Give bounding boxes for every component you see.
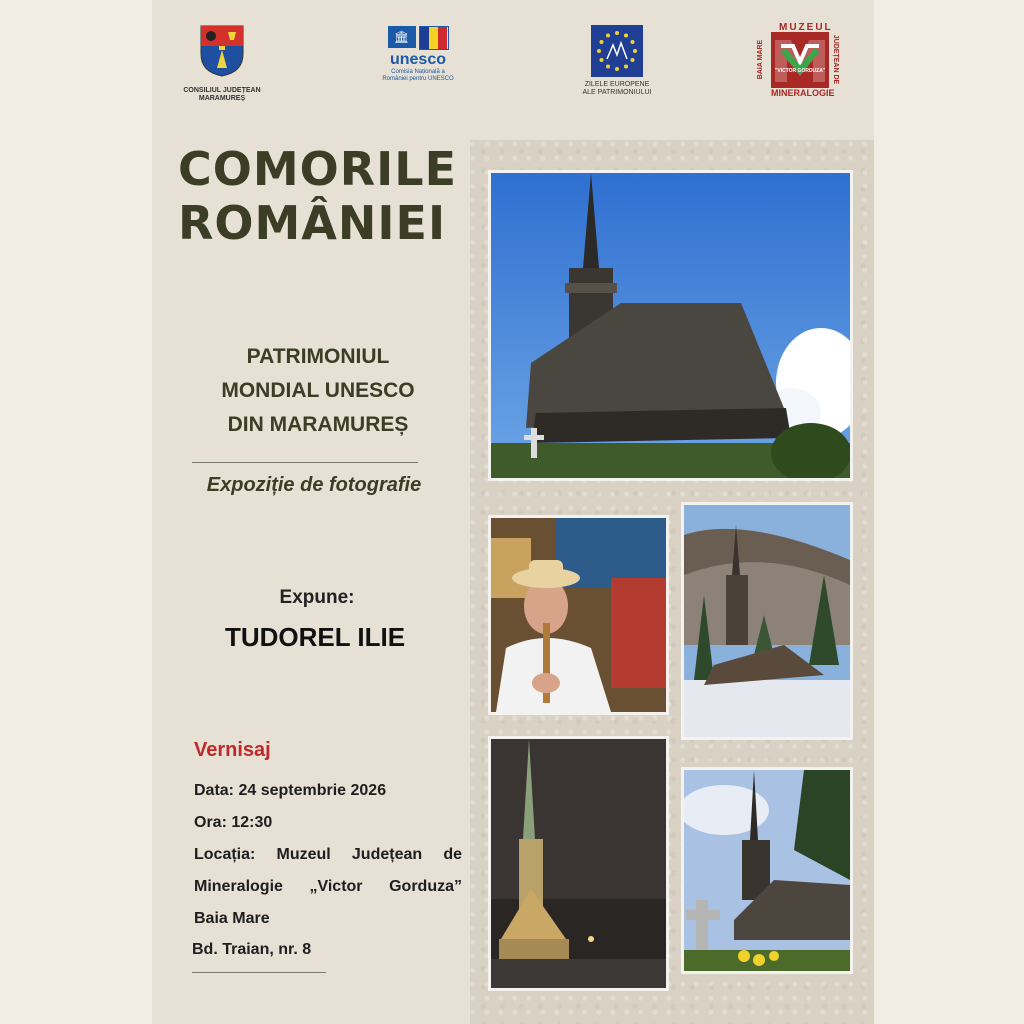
exhibitor-label: Expune: [279, 587, 355, 608]
title-line-1: COMORILE [178, 142, 458, 196]
museum-right-text: JUDEȚEAN DE [832, 34, 840, 85]
eu-caption-1: ZILELE EUROPENE [584, 81, 650, 88]
vernisaj-time: Ora: 12:30 [194, 814, 273, 831]
poster-title [178, 142, 457, 250]
poster-subtitle [180, 340, 456, 442]
photo-wooden-church-large [488, 170, 853, 481]
romania-flag-icon [419, 26, 449, 50]
eu-caption-2: ALE PATRIMONIULUI [582, 89, 652, 96]
subtitle-line-3: DIN MARAMUREȘ [227, 413, 409, 436]
county-council-logo [182, 24, 262, 103]
photo-musician-portrait [488, 515, 669, 715]
vernisaj-address: Bd. Traian, nr. 8 [192, 941, 312, 958]
photo-church-cross [681, 767, 853, 974]
county-shield-icon [199, 24, 245, 78]
eu-heritage-logo [576, 25, 658, 97]
county-caption-2: MARAMUREȘ [198, 95, 246, 102]
county-caption-1: CONSILIUL JUDEȚEAN [183, 87, 261, 94]
divider-bottom [192, 972, 326, 973]
unesco-wordmark: unesco [389, 51, 446, 68]
museum-top-text: MUZEUL [779, 22, 833, 33]
subtitle-line-1: PATRIMONIUL [246, 345, 390, 368]
vernisaj-location-1: Locația: Muzeul Județean de [194, 846, 462, 863]
exhibition-type: Expoziție de fotografie [206, 474, 422, 496]
museum-inner-text: "VICTOR GORDUZA" [775, 68, 826, 74]
museum-left-text: BAIA MARE [757, 39, 765, 80]
unesco-caption-1: Comisia Națională a [391, 69, 445, 75]
left-margin [0, 0, 152, 1024]
museum-logo [757, 22, 840, 100]
vernisaj-date: Data: 24 septembrie 2026 [194, 782, 387, 799]
museum-m-icon [771, 32, 829, 88]
vernisaj-heading: Vernisaj [194, 739, 271, 761]
right-margin [874, 0, 1024, 1024]
eu-stars-icon [591, 25, 643, 77]
vernisaj-location-2: Mineralogie „Victor Gorduza” [194, 878, 462, 895]
subtitle-line-2: MONDIAL UNESCO [221, 379, 415, 402]
unesco-temple-icon: 🏛 [388, 26, 416, 48]
vernisaj-city: Baia Mare [194, 910, 270, 927]
unesco-logo [380, 26, 456, 83]
unesco-caption-2: României pentru UNESCO [382, 76, 454, 82]
divider-top [192, 462, 418, 463]
exhibitor-name: TUDOREL ILIE [224, 622, 406, 652]
title-line-2: ROMÂNIEI [178, 196, 447, 250]
photo-night-church [488, 736, 669, 991]
photo-winter-village [681, 502, 853, 740]
museum-bottom-text: MINERALOGIE [771, 88, 835, 98]
